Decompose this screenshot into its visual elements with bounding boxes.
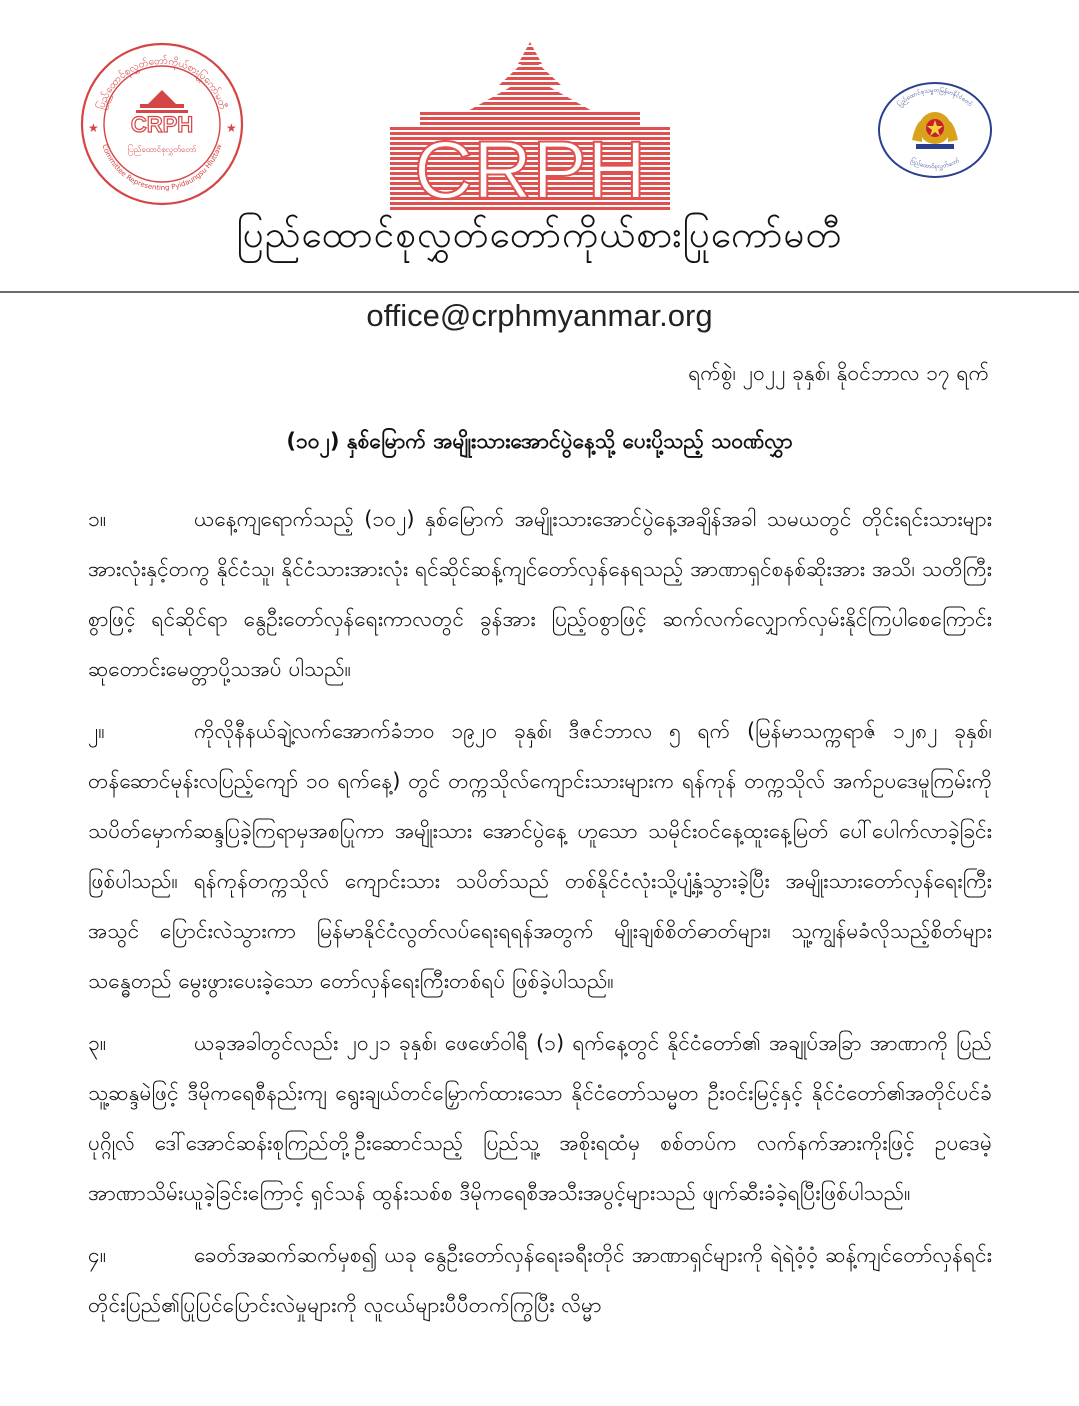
paragraph-text: ယနေ့ကျရောက်သည့် (၁၀၂) နှစ်မြောက် အမျိုးသားအောင်ပွဲနေ့အချိန်အခါ သမယတွင် တိုင်းရင်းသားများအားလုံးနှင့်တကွ နိုင်ငံသူ၊ နိုင်ငံသားအားလုံး ရင်ဆိုင်ဆန့်ကျင်တော်လှန်နေရသည့် အာဏာရှင်စနစ်ဆိုးအား အသိ၊ သတိကြီးစွာဖြင့် ရင်ဆိုင်ရာ နွေဦးတော်လှန်ရေးကာလတွင် ခွန်အား ပြည့်ဝစွာဖြင့် ဆက်လက်လျှောက်လှမ်းနိုင်ကြပါစေကြောင်း ဆုတောင်းမေတ္တာပို့သအပ် ပါသည်။ <box>88 507 992 681</box>
paragraph-number: ၃။ <box>88 1031 107 1055</box>
paragraph-text: ခေတ်အဆက်ဆက်မှစ၍ ယခု နွေဦးတော်လှန်ရေးခရီးတိုင် အာဏာရှင်များကို ရဲရဲဝံ့ဝံ့ ဆန့်ကျင်တော်လှန်ရင်း တိုင်းပြည်၏ပြုပြင်ပြောင်းလဲမှုများကို လူငယ်များပီပီတက်ကြွပြီး လိမ္မာ <box>88 1243 992 1317</box>
paragraph <box>88 706 992 1006</box>
paragraph <box>88 1018 992 1218</box>
organization-name: ပြည်ထောင်စုလွှတ်တော်ကိုယ်စားပြုကော်မတီ <box>236 213 843 256</box>
paragraph-number: ၁။ <box>88 507 107 531</box>
contact-email[interactable]: office@crphmyanmar.org <box>366 298 713 333</box>
document-body <box>88 494 992 1342</box>
paragraph-text: ယခုအခါတွင်လည်း ၂၀၂၁ ခုနှစ်၊ ဖေဖော်ဝါရီ (၁) ရက်နေ့တွင် နိုင်ငံတော်၏ အချုပ်အခြာ အာဏာကို ပြည်သူ့ဆန္ဒမဲဖြင့် ဒီမိုကရေစီနည်းကျ ရွေးချယ်တင်မြှောက်ထားသော နိုင်ငံတော်သမ္မတ ဦးဝင်းမြင့်နှင့် နိုင်ငံတော်၏အတိုင်ပင်ခံပုဂ္ဂိုလ် ဒေါ်အောင်ဆန်းစုကြည်တို့ဦးဆောင်သည့် ပြည်သူ့ အစိုးရထံမှ စစ်တပ်က လက်နက်အားကိုးဖြင့် ဥပဒေမဲ့အာဏာသိမ်းယူခဲ့ခြင်းကြောင့် ရှင်သန် ထွန်းသစ်စ ဒီမိုကရေစီအသီးအပွင့်များသည် ဖျက်ဆီးခံခဲ့ရပြီးဖြစ်ပါသည်။ <box>88 1031 992 1205</box>
paragraph-number: ၂။ <box>88 719 105 743</box>
paragraph <box>88 1230 992 1330</box>
document-date: ရက်စွဲ၊ ၂၀၂၂ ခုနှစ်၊ နိုဝင်ဘာလ ၁၇ ရက် <box>688 361 989 385</box>
seal-ring-text-bottom: Committee Representing Pyidaungsu Hluttaw <box>100 143 224 193</box>
seal-ring-text-top: ပြည်ထောင်စုသမ္မတမြန်မာနိုင်ငံတော် <box>896 86 974 109</box>
crph-logo <box>380 42 680 212</box>
document-title: (၁၀၂) နှစ်မြောက် အမျိုးသားအောင်ပွဲနေ့သို့ ပေးပို့သည့် သဝဏ်လွှာ <box>286 429 793 453</box>
seal-ring-text-bottom: ပြည်ထောင်စုလွှတ်တော် <box>909 157 961 171</box>
star-icon: ★ <box>226 121 237 135</box>
header-divider <box>0 291 1079 293</box>
seal-ring-text-top: ပြည်ထောင်စုလွှတ်တော်ကိုယ်စားပြုကော်မတီ <box>95 55 229 111</box>
star-icon: ★ <box>88 121 99 135</box>
committee-seal-left <box>78 40 246 208</box>
paragraph-text: ကိုလိုနီနယ်ချဲ့လက်အောက်ခံဘ၀ ၁၉၂၀ ခုနှစ်၊ ဒီဇင်ဘာလ ၅ ရက် (မြန်မာသက္ကရာဇ် ၁၂၈၂ ခုနှစ်၊ တန်ဆောင်မုန်းလပြည့်ကျော် ၁၀ ရက်နေ့) တွင် တက္ကသိုလ်ကျောင်းသားများက ရန်ကုန် တက္ကသိုလ် အက်ဥပဒေမူကြမ်းကို သပိတ်မှောက်ဆန္ဒပြခဲ့ကြရာမှအစပြုကာ အမျိုးသား အောင်ပွဲနေ့ ဟူသော သမိုင်းဝင်နေ့ထူးနေ့မြတ် ပေါ်ပေါက်လာခဲ့ခြင်းဖြစ်ပါသည်။ ရန်ကုန်တက္ကသိုလ် ကျောင်းသား သပိတ်သည် တစ်နိုင်ငံလုံးသို့ပျံ့နှံ့သွားခဲ့ပြီး အမျိုးသားတော်လှန်ရေးကြီးအသွင် ပြောင်းလဲသွားကာ မြန်မာနိုင်ငံလွတ်လပ်ရေးရရန်အတွက် မျိုးချစ်စိတ်ဓာတ်များ၊ သူ့ကျွန်မခံလိုသည့်စိတ်များ သန္ဓေတည် မွေးဖွားပေးခဲ့သော တော်လှန်ရေးကြီးတစ်ရပ် ဖြစ်ခဲ့ပါသည်။ <box>88 719 992 993</box>
seal-inner-logo: CRPH <box>130 112 194 137</box>
state-seal-right <box>876 80 994 180</box>
crph-logo-text: CRPH <box>413 125 647 212</box>
paragraph-number: ၄။ <box>88 1243 107 1267</box>
pagoda-icon <box>136 90 188 113</box>
paragraph <box>88 494 992 694</box>
seal-inner-caption: ပြည်ထောင်စုလွှတ်တော် <box>127 145 197 154</box>
